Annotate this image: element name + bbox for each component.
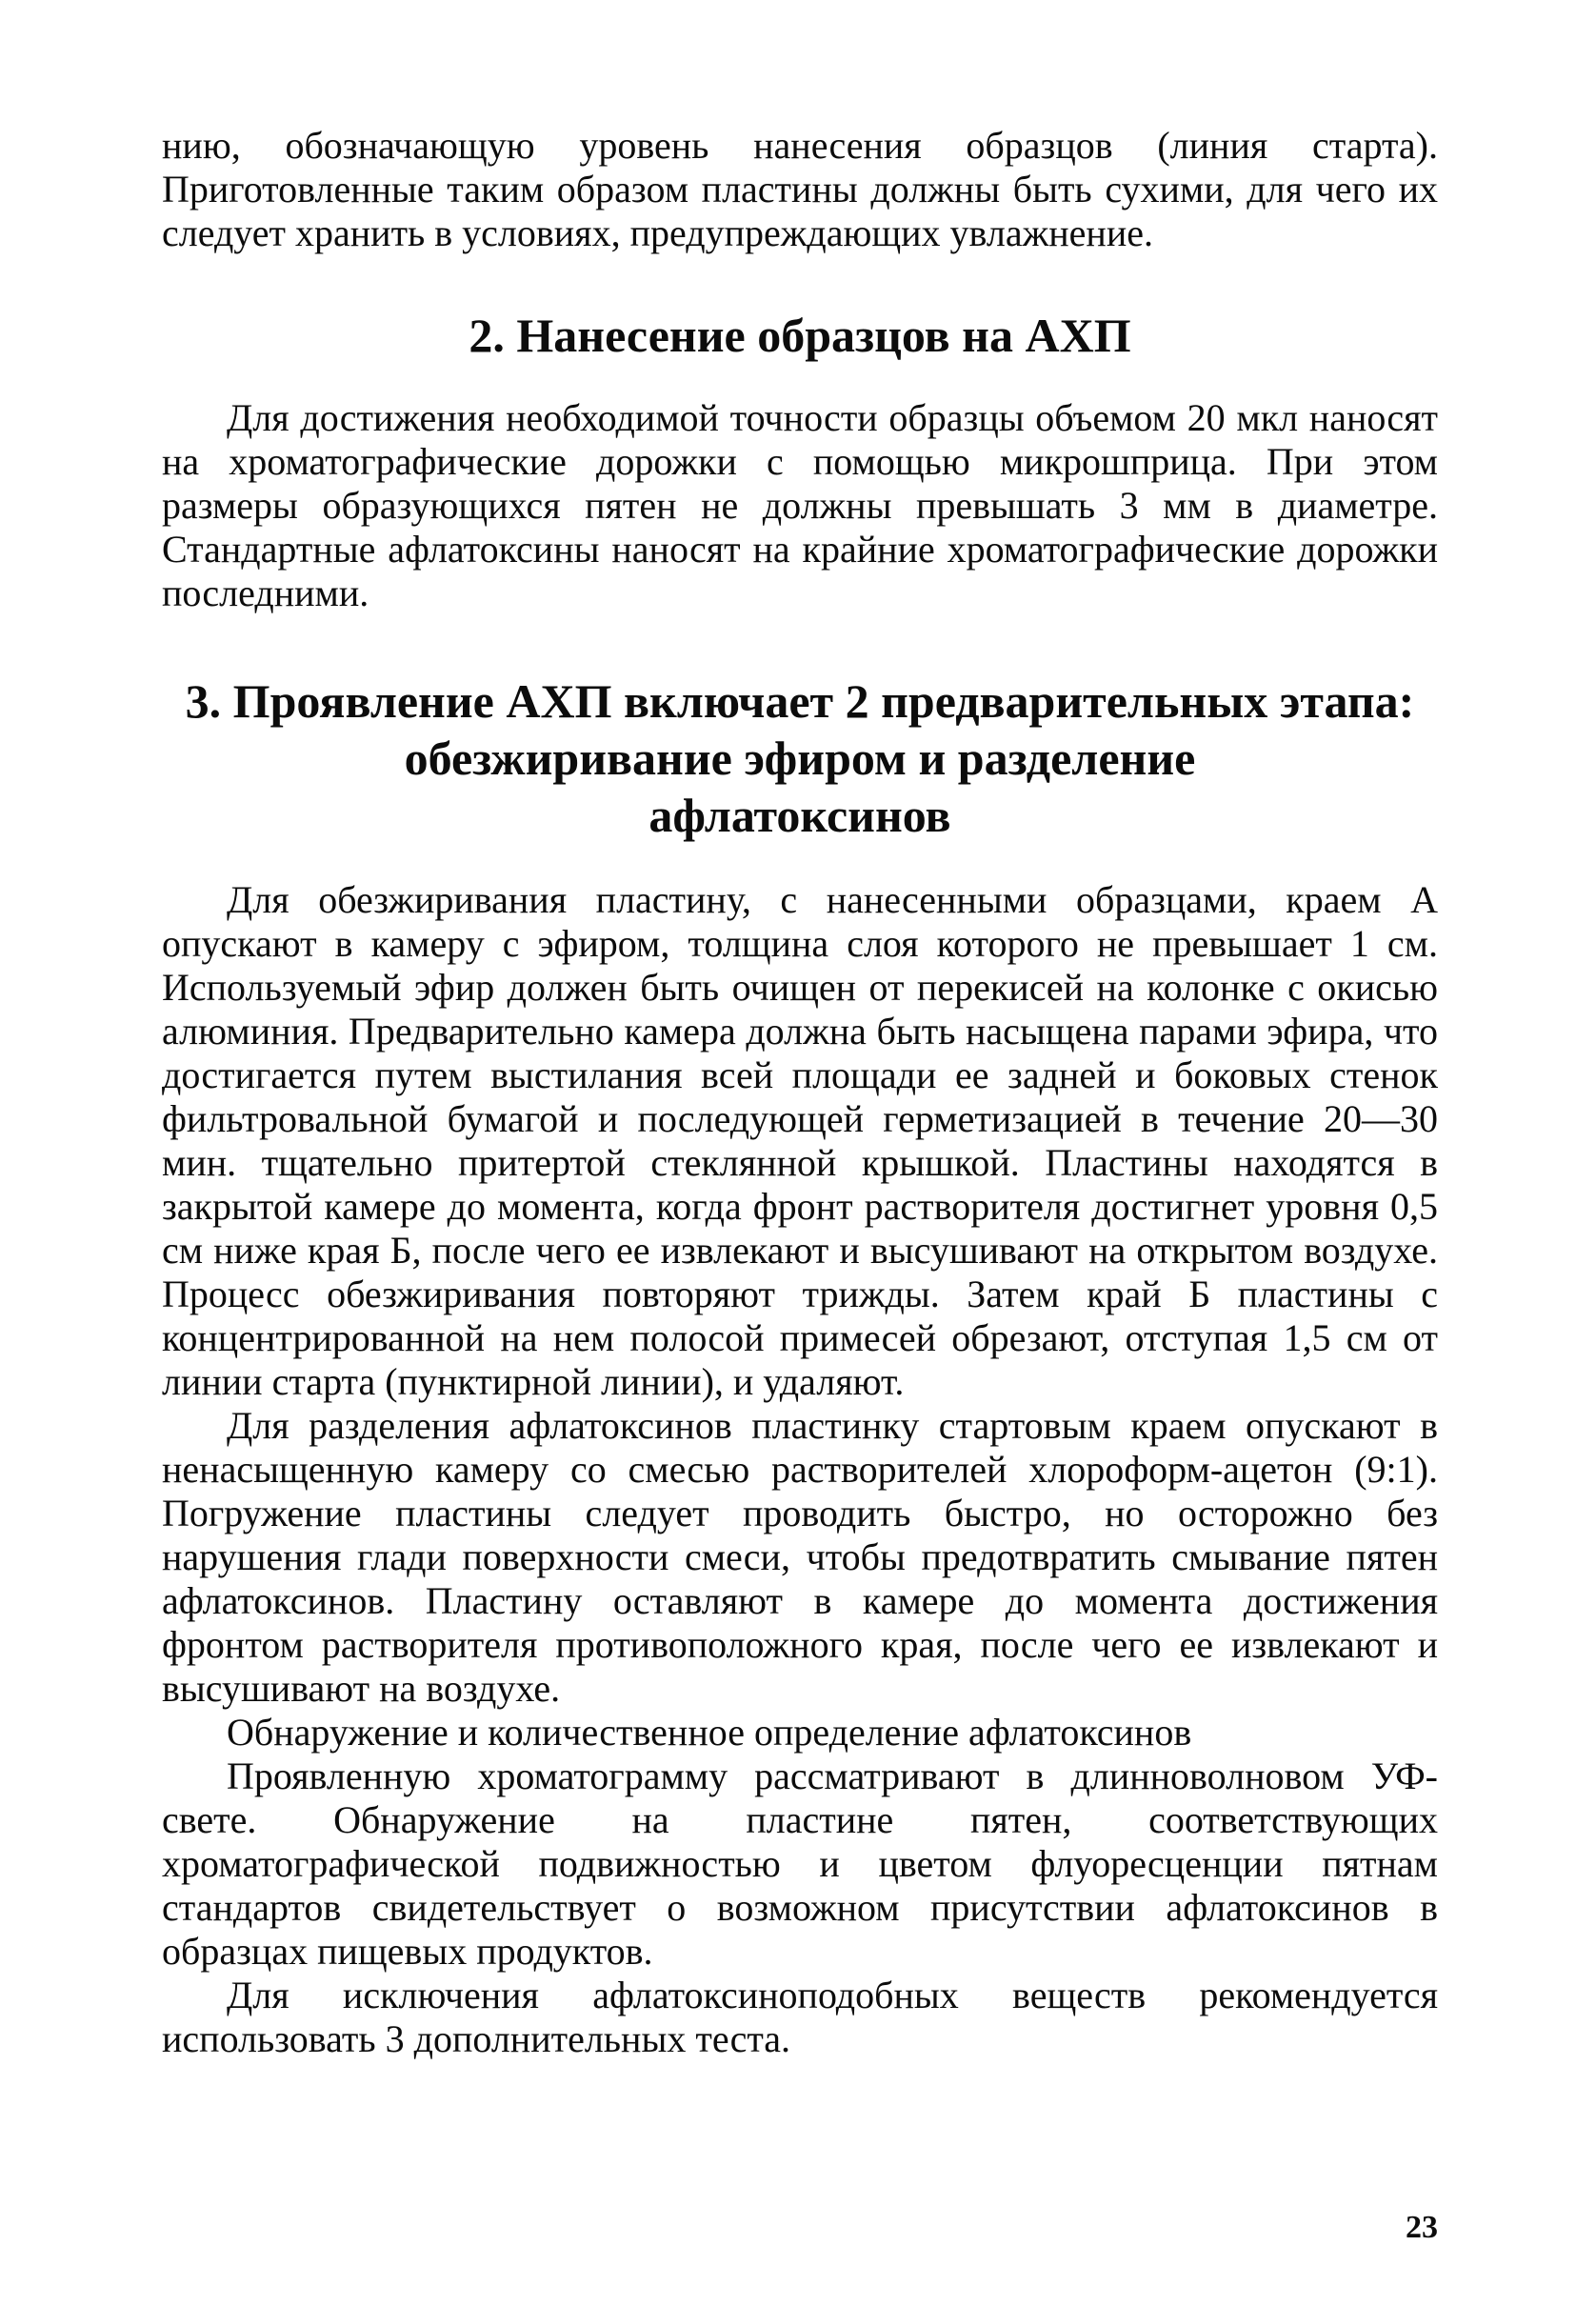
detection-paragraph: Проявленную хроматограмму рассматривают в длинноволновом УФ-свете. Обнаружение на пластине пятен, соответствующих хроматографической подвижностью и цветом флуоресценции пятнам стандартов свидетельствует о возможном присутствии афлатоксинов в образцах пищевых продуктов.: [162, 1755, 1438, 1973]
section-3-heading-line-3: афлатоксинов: [648, 789, 951, 842]
detection-subheading: Обнаружение и количественное определение афлатоксинов: [227, 1711, 1192, 1754]
section-3-heading-line-2: обезжиривание эфиром и разделение: [404, 732, 1196, 785]
additional-tests-paragraph: Для исключения афлатоксиноподобных веществ рекомендуется использовать 3 дополнительных теста.: [162, 1974, 1438, 2060]
section-2-paragraph: Для достижения необходимой точности образцы объемом 20 мкл наносят на хроматографические дорожки с помощью микрошприца. При этом размеры образующихся пятен не должны превышать 3 мм в диаметре. Стандартные афлатоксины наносят на крайние хроматографические дорожки последними.: [162, 396, 1438, 614]
intro-paragraph: нию, обозначающую уровень нанесения образцов (линия старта). Приготовленные таким образом пластины должны быть сухими, для чего их следует хранить в условиях, предупреждающих увлажнение.: [162, 124, 1438, 254]
page-number: 23: [1406, 2210, 1438, 2245]
separation-paragraph: Для разделения афлатоксинов пластинку стартовым краем опускают в ненасыщенную камеру со смесью растворителей хлороформ-ацетон (9:1). Погружение пластины следует проводить быстро, но осторожно без нарушения глади поверхности смеси, чтобы предотвратить смывание пятен афлатоксинов. Пластину оставляют в камере до момента достижения фронтом растворителя противоположного края, после чего ее извлекают и высушивают на воздухе.: [162, 1404, 1438, 1710]
section-3-heading-line-1: 3. Проявление АХП включает 2 предварительных этапа:: [185, 674, 1415, 728]
text-column: [162, 124, 1438, 2061]
section-2-heading: 2. Нанесение образцов на АХП: [469, 309, 1131, 362]
section-3-heading: [162, 672, 1438, 844]
degreasing-paragraph: Для обезжиривания пластину, с нанесенными образцами, краем А опускают в камеру с эфиром, толщина слоя которого не превышает 1 см. Используемый эфир должен быть очищен от перекисей на колонке с окисью алюминия. Предварительно камера должна быть насыщена парами эфира, что достигается путем выстилания всей площади ее задней и боковых стенок фильтровальной бумагой и последующей герметизацией в течение 20—30 мин. тщательно притертой стеклянной крышкой. Пластины находятся в закрытой камере до момента, когда фронт растворителя достигнет уровня 0,5 см ниже края Б, после чего ее извлекают и высушивают на открытом воздухе. Процесс обезжиривания повторяют трижды. Затем край Б пластины с концентрированной на нем полосой примесей обрезают, отступая 1,5 см от линии старта (пунктирной линии), и удаляют.: [162, 878, 1438, 1403]
